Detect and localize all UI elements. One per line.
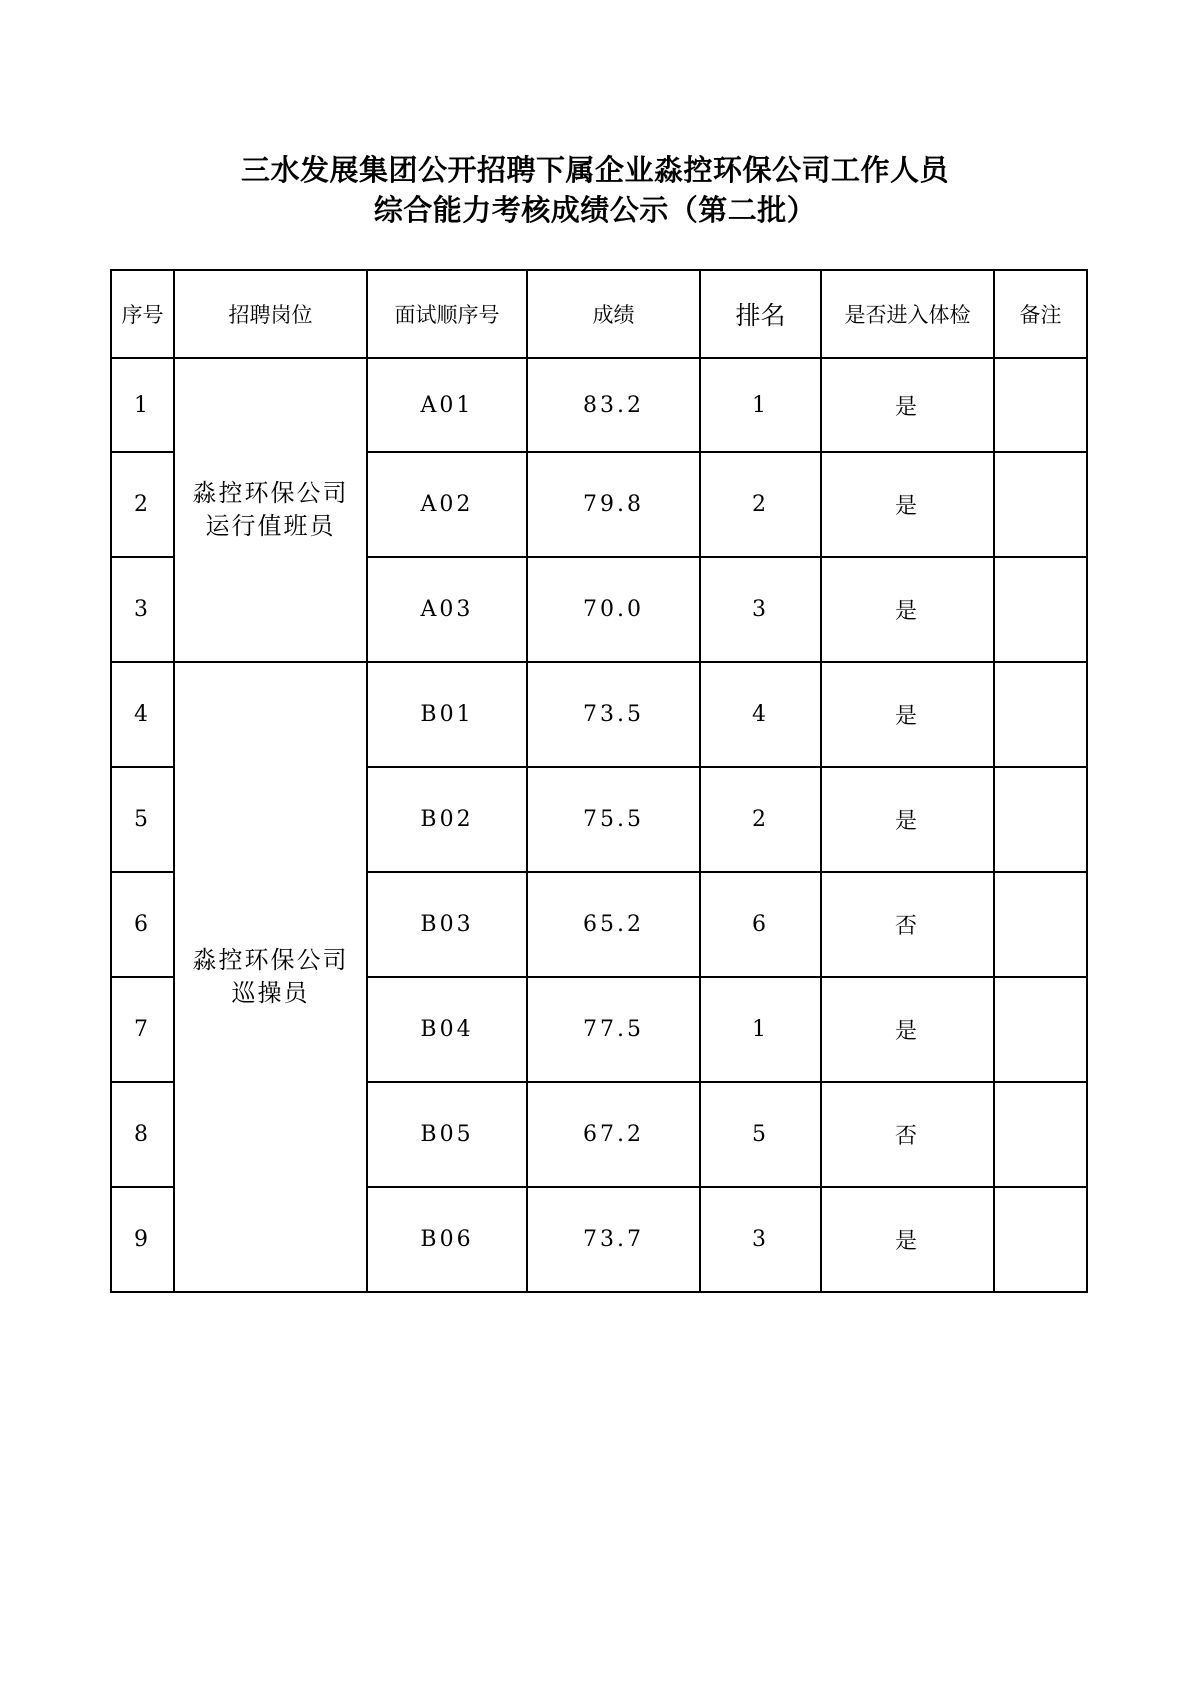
- header-position: 招聘岗位: [174, 270, 367, 358]
- cell-remark: [994, 358, 1087, 452]
- cell-rank: 5: [700, 1082, 821, 1187]
- cell-score: 83.2: [527, 358, 700, 452]
- cell-physical-exam: 是: [821, 557, 994, 662]
- document-title: [0, 150, 1190, 230]
- title-line-2: 综合能力考核成绩公示（第二批）: [373, 193, 817, 227]
- table-row: [111, 358, 1087, 452]
- cell-remark: [994, 452, 1087, 557]
- cell-rank: 6: [700, 872, 821, 977]
- cell-seq: 1: [111, 358, 174, 452]
- cell-score: 65.2: [527, 872, 700, 977]
- cell-remark: [994, 662, 1087, 767]
- results-table: [110, 269, 1088, 1293]
- cell-seq: 7: [111, 977, 174, 1082]
- cell-seq: 3: [111, 557, 174, 662]
- title-line-1: 三水发展集团公开招聘下属企业淼控环保公司工作人员: [240, 153, 949, 187]
- cell-seq: 5: [111, 767, 174, 872]
- cell-position-group: [174, 358, 367, 662]
- header-rank: 排名: [700, 270, 821, 358]
- cell-rank: 1: [700, 977, 821, 1082]
- cell-rank: 3: [700, 557, 821, 662]
- header-interview-order: 面试顺序号: [367, 270, 527, 358]
- cell-rank: 2: [700, 452, 821, 557]
- header-seq: 序号: [111, 270, 174, 358]
- position-line-2: 巡操员: [231, 979, 310, 1007]
- header-row: [111, 270, 1087, 358]
- cell-interview-order: B02: [367, 767, 527, 872]
- cell-remark: [994, 557, 1087, 662]
- cell-rank: 3: [700, 1187, 821, 1292]
- header-physical-exam: 是否进入体检: [821, 270, 994, 358]
- cell-remark: [994, 977, 1087, 1082]
- cell-physical-exam: 否: [821, 1082, 994, 1187]
- table-row: [111, 662, 1087, 767]
- cell-physical-exam: 是: [821, 767, 994, 872]
- cell-remark: [994, 767, 1087, 872]
- cell-rank: 1: [700, 358, 821, 452]
- cell-rank: 4: [700, 662, 821, 767]
- cell-seq: 9: [111, 1187, 174, 1292]
- header-score: 成绩: [527, 270, 700, 358]
- cell-seq: 6: [111, 872, 174, 977]
- cell-interview-order: B03: [367, 872, 527, 977]
- cell-score: 73.5: [527, 662, 700, 767]
- cell-interview-order: B01: [367, 662, 527, 767]
- cell-physical-exam: 是: [821, 977, 994, 1082]
- cell-seq: 2: [111, 452, 174, 557]
- cell-score: 73.7: [527, 1187, 700, 1292]
- cell-interview-order: B06: [367, 1187, 527, 1292]
- cell-score: 67.2: [527, 1082, 700, 1187]
- position-line-1: 淼控环保公司: [192, 946, 349, 974]
- cell-remark: [994, 1187, 1087, 1292]
- header-remark: 备注: [994, 270, 1087, 358]
- cell-physical-exam: 是: [821, 358, 994, 452]
- cell-physical-exam: 是: [821, 662, 994, 767]
- cell-score: 75.5: [527, 767, 700, 872]
- cell-score: 77.5: [527, 977, 700, 1082]
- cell-interview-order: B05: [367, 1082, 527, 1187]
- cell-remark: [994, 872, 1087, 977]
- cell-physical-exam: 是: [821, 1187, 994, 1292]
- cell-rank: 2: [700, 767, 821, 872]
- cell-interview-order: B04: [367, 977, 527, 1082]
- position-line-1: 淼控环保公司: [192, 479, 349, 507]
- cell-score: 70.0: [527, 557, 700, 662]
- cell-interview-order: A02: [367, 452, 527, 557]
- cell-physical-exam: 否: [821, 872, 994, 977]
- position-line-2: 运行值班员: [205, 512, 336, 540]
- cell-seq: 4: [111, 662, 174, 767]
- cell-seq: 8: [111, 1082, 174, 1187]
- cell-interview-order: A01: [367, 358, 527, 452]
- cell-position-group: [174, 662, 367, 1292]
- cell-physical-exam: 是: [821, 452, 994, 557]
- cell-interview-order: A03: [367, 557, 527, 662]
- cell-score: 79.8: [527, 452, 700, 557]
- cell-remark: [994, 1082, 1087, 1187]
